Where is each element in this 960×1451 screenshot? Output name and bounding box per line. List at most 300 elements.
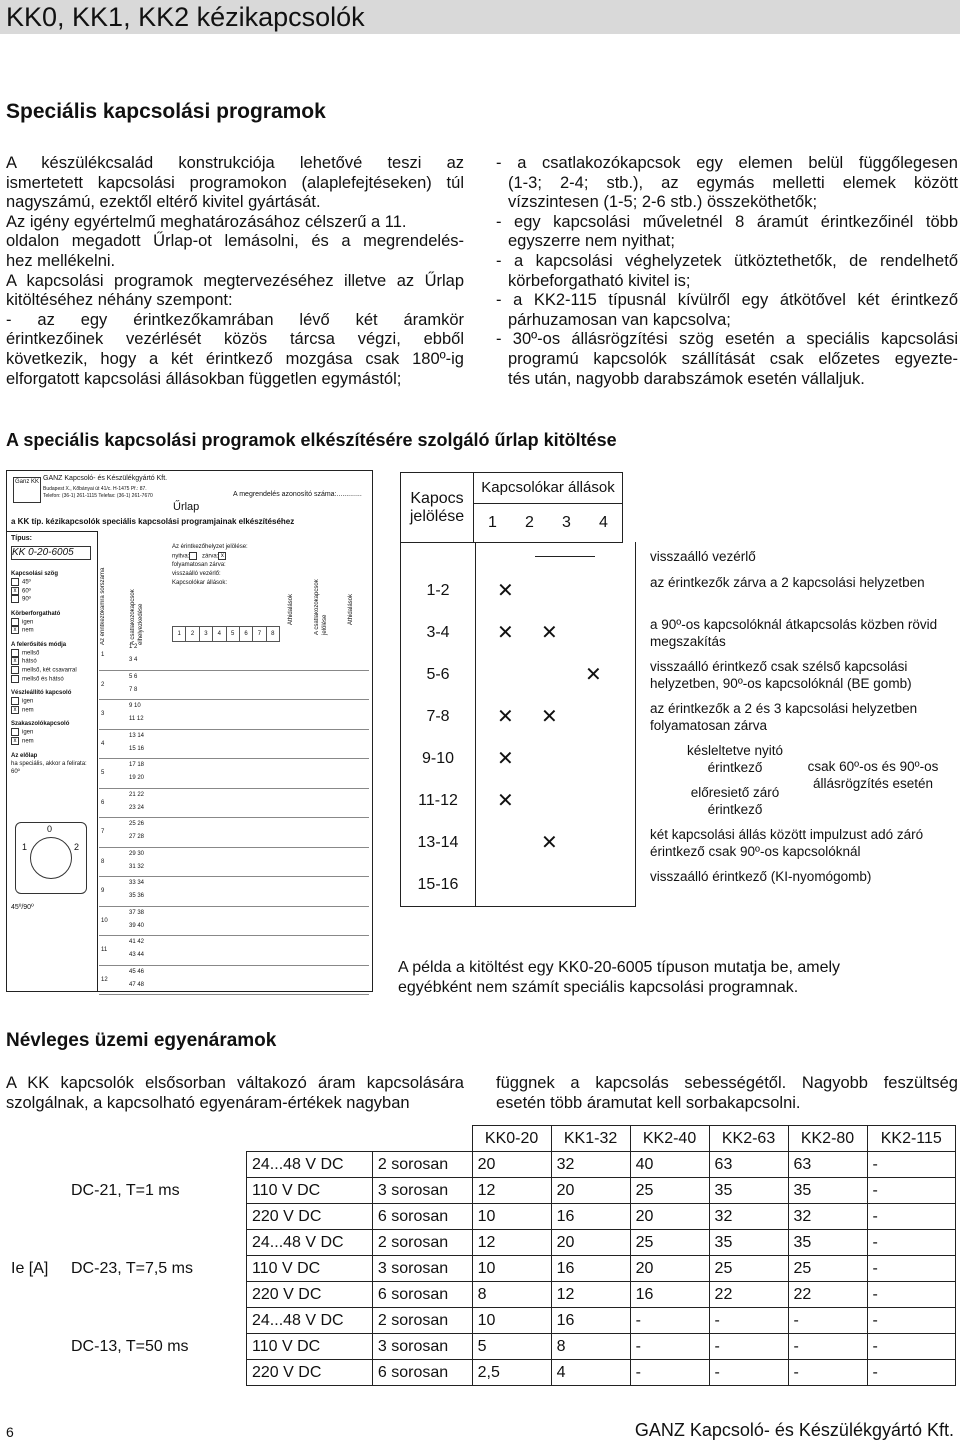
text-line: A kapcsolási programok megtervezéséhez illetve az Űrlap <box>6 271 464 290</box>
table-header: KK2-63 <box>709 1126 788 1152</box>
legend-terminal <box>400 542 476 570</box>
form-options <box>7 531 98 992</box>
chamber-row <box>99 789 369 819</box>
value-cell: 22 <box>709 1282 788 1308</box>
text-line: - a KK2-115 típusnál kívülről egy átkötővel két érintkező <box>496 291 958 310</box>
option-item[interactable] <box>11 595 93 604</box>
contact-mark: ✕ <box>541 706 558 728</box>
legend-description: visszaálló vezérlő <box>650 549 756 564</box>
contact-mark: ✕ <box>497 790 514 812</box>
option-label: hátsó <box>22 659 37 666</box>
contact-mark: ✕ <box>497 748 514 770</box>
chamber-number: 1 <box>101 652 105 658</box>
terminal-pair: 17 18 <box>129 762 145 768</box>
example-note: A példa a kitöltést egy KK0-20-6005 típuson mutatja be, amely egyébként nem számít speciális kapcsolási programnak. <box>398 959 841 996</box>
option-item[interactable] <box>11 626 93 635</box>
value-cell: 20 <box>472 1152 551 1178</box>
value-cell: - <box>709 1308 788 1334</box>
ganz-logo: Ganz KK <box>13 477 41 503</box>
text-line: érintkezőinek vezérlését közös tárcsa végzi, ebből <box>6 330 464 349</box>
checkbox[interactable]: x <box>11 706 19 714</box>
dial-knob <box>30 837 72 879</box>
text-line: programú kapcsolók szállítását csak előzetes egyezte- <box>508 349 958 368</box>
value-cell: 20 <box>551 1230 630 1256</box>
legend-positions-cell <box>475 822 636 864</box>
chamber-number: 4 <box>101 740 105 747</box>
voltage-cell: 110 V DC <box>247 1334 373 1360</box>
text-line: - a csatlakozókapcsok egy elemen belül függőlegesen <box>496 154 958 172</box>
section3-left-text: A KK kapcsolók elsősorban váltakozó áram kapcsolására szolgálnak, a kapcsolható egyenáram-értékek nagyban <box>6 1074 464 1112</box>
value-cell: 25 <box>788 1256 867 1282</box>
value-cell: 63 <box>709 1152 788 1178</box>
form-title: Űrlap <box>173 501 200 513</box>
table-row <box>6 1308 956 1334</box>
continuous-label: folyamatosan zárva: <box>172 562 226 568</box>
chamber-number: 5 <box>101 770 105 776</box>
option-label: mellső és hátsó <box>22 676 64 683</box>
col-bridges: Áthidalások <box>288 593 294 625</box>
value-cell: 10 <box>472 1256 551 1282</box>
option-group-label: Szakaszolókapcsoló <box>11 721 70 728</box>
value-cell: 63 <box>788 1152 867 1178</box>
option-item[interactable] <box>11 728 93 737</box>
contact-mark: ✕ <box>541 832 558 854</box>
voltage-cell: 110 V DC <box>247 1178 373 1204</box>
option-item[interactable] <box>11 666 93 675</box>
legend-terminal: 13-14 <box>400 822 476 864</box>
value-cell: 16 <box>551 1204 630 1230</box>
terminal-pair: 31 32 <box>129 863 145 870</box>
terminal-pair: 19 20 <box>129 775 145 781</box>
value-cell: - <box>709 1360 788 1386</box>
series-cell: 2 sorosan <box>372 1308 472 1334</box>
value-cell: - <box>867 1204 955 1230</box>
dial-label-1: 1 <box>22 842 28 852</box>
section3-right-text: függnek a kapcsolás sebességétől. Nagyobb feszültség esetén több áramutat kell sorbakapcsolni. <box>496 1074 958 1112</box>
option-item[interactable] <box>11 587 93 596</box>
legend-description: késleltetve nyitó érintkező <box>686 743 784 775</box>
text-line: - a kapcsolási véghelyzetek ütköztethetők, de rendelhető <box>496 251 958 270</box>
value-cell: 25 <box>630 1230 709 1256</box>
voltage-cell: 24...48 V DC <box>247 1152 373 1178</box>
legend-row <box>400 542 956 570</box>
checkbox[interactable] <box>11 649 19 657</box>
legend-terminal: 15-16 <box>400 864 476 907</box>
series-cell: 3 sorosan <box>372 1256 472 1282</box>
chamber-number: 8 <box>101 858 105 865</box>
text-line: vízszintesen (1-5; 2-6 stb.) összeköthetők; <box>508 193 818 212</box>
group-name: DC-23, T=7,5 ms <box>71 1259 193 1277</box>
option-label: mellső <box>22 650 40 657</box>
chamber-number: 2 <box>101 681 105 688</box>
table-header: KK2-40 <box>630 1126 709 1152</box>
text-line: hez mellékelni. <box>6 251 116 270</box>
terminal-pair: 29 30 <box>129 850 145 857</box>
value-cell: - <box>630 1308 709 1334</box>
row-label: Ie [A] <box>11 1259 49 1277</box>
legend-table <box>400 472 956 543</box>
chamber-row <box>99 641 369 671</box>
terminal-pair: 41 42 <box>129 939 145 945</box>
contact-mark: ✕ <box>497 580 514 602</box>
value-cell: 5 <box>472 1334 551 1360</box>
option-label: 90º <box>22 596 31 603</box>
dial-label-0: 0 <box>47 824 53 834</box>
value-cell: 35 <box>788 1230 867 1256</box>
form-order-id: A megrendelés azonosító száma:............. <box>233 491 362 498</box>
legend-positions-cell <box>475 864 636 907</box>
chamber-row <box>99 907 369 937</box>
legend-row <box>400 696 956 738</box>
option-label: nem <box>22 707 34 714</box>
text-line: A készülékcsalád konstrukciója lehetővé teszi az <box>6 154 464 172</box>
type-value: KK 0-20-6005 <box>11 546 91 560</box>
footer-company: GANZ Kapcsoló- és Készülékgyártó Kft. <box>634 1420 954 1440</box>
option-label: igen <box>22 729 34 736</box>
position-number: 5 <box>226 627 239 642</box>
table-header: KK2-115 <box>867 1126 955 1152</box>
chamber-number: 12 <box>101 976 108 983</box>
contact-mark: ✕ <box>497 622 514 644</box>
value-cell: 12 <box>551 1282 630 1308</box>
checkbox[interactable] <box>11 618 19 626</box>
terminal-pair: 3 4 <box>129 657 138 663</box>
legend-positions-cell <box>475 542 636 570</box>
text-line: - az egy érintkezőkamrában lévő két áramkör <box>6 310 464 329</box>
type-label: Típus: <box>11 535 32 542</box>
value-cell: 40 <box>630 1152 709 1178</box>
value-cell: - <box>867 1152 955 1178</box>
text-line: - egy kapcsolási műveletnél 8 áramút érintkezőinél több <box>496 212 958 231</box>
voltage-cell: 220 V DC <box>247 1360 373 1386</box>
option-item[interactable] <box>11 649 93 658</box>
value-cell: - <box>630 1360 709 1386</box>
value-cell: 35 <box>709 1178 788 1204</box>
value-cell: 32 <box>709 1204 788 1230</box>
chamber-row <box>99 848 369 878</box>
open-closed-row: nyitva: zárva: x <box>172 552 229 561</box>
text-line: ismertetett kapcsolási programokon (alaplefejtéseken) túl <box>6 173 464 192</box>
legend-description: két kapcsolási állás között impulzust adó záró érintkező csak 90º-os kapcsolóknál <box>650 827 924 859</box>
checkbox[interactable]: x <box>11 587 19 595</box>
value-cell: 10 <box>472 1204 551 1230</box>
contact-mark: ✕ <box>497 706 514 728</box>
series-cell: 3 sorosan <box>372 1178 472 1204</box>
section1-left-text <box>6 154 464 389</box>
chamber-number: 3 <box>101 711 105 717</box>
option-item[interactable] <box>11 675 93 684</box>
front-label: Az előlap <box>11 752 38 759</box>
value-cell: - <box>788 1308 867 1334</box>
option-label: nem <box>22 627 34 634</box>
value-cell: 22 <box>788 1282 867 1308</box>
series-cell: 3 sorosan <box>372 1334 472 1360</box>
value-cell: 2,5 <box>472 1360 551 1386</box>
legend-position: 4 <box>599 514 608 531</box>
value-cell: - <box>867 1334 955 1360</box>
legend-position: 1 <box>488 514 497 531</box>
text-line: következik, hogy a két érintkező mozgása csak 180º-ig <box>6 349 464 368</box>
checkbox[interactable] <box>11 728 19 736</box>
group-name: DC-21, T=1 ms <box>71 1181 180 1199</box>
legend-description: az érintkezők a 2 és 3 kapcsolási helyzetben folyamatosan zárva <box>650 701 918 733</box>
value-cell: - <box>867 1308 955 1334</box>
text-line: oldalon megadott Űrlap-ot lemásolni, és a megrendelés- <box>6 232 464 251</box>
checkbox[interactable] <box>11 675 19 683</box>
terminal-pair: 11 12 <box>129 716 144 722</box>
terminal-pair: 15 16 <box>129 745 145 752</box>
terminal-pair: 43 44 <box>129 952 145 958</box>
legend-description: visszaálló érintkező (KI-nyomógomb) <box>650 869 872 884</box>
voltage-cell: 24...48 V DC <box>247 1230 373 1256</box>
legend-terminal: 7-8 <box>400 696 476 738</box>
chamber-row <box>99 966 369 996</box>
table-row <box>6 1230 956 1256</box>
chamber-row <box>99 818 369 848</box>
value-cell: 20 <box>630 1204 709 1230</box>
value-cell: 16 <box>630 1282 709 1308</box>
terminal-pair: 23 24 <box>129 804 145 811</box>
checkbox[interactable]: x <box>11 737 19 745</box>
checkbox[interactable] <box>11 697 19 705</box>
value-cell: 25 <box>709 1256 788 1282</box>
position-number: 1 <box>173 627 186 642</box>
legend-header-terminal: Kapocs jelölése <box>401 473 474 543</box>
section-title-dc: Névleges üzemi egyenáramok <box>6 1030 277 1051</box>
option-item[interactable] <box>11 706 93 715</box>
terminal-pair: 45 46 <box>129 968 145 975</box>
option-group-label: Kapcsolási szög <box>11 571 59 577</box>
chamber-row <box>99 759 369 789</box>
series-cell: 2 sorosan <box>372 1230 472 1256</box>
legend-description: az érintkezők zárva a 2 kapcsolási helyzetben <box>650 575 925 590</box>
value-cell: 12 <box>472 1230 551 1256</box>
position-number: 8 <box>266 627 279 642</box>
section1-right-text <box>496 154 958 389</box>
value-cell: 8 <box>472 1282 551 1308</box>
legend-header-positions: Kapcsolókar állások 1 2 3 4 <box>474 473 623 543</box>
value-cell: - <box>867 1360 955 1386</box>
text-line: tés után, nagyobb darabszámok esetén vállaljuk. <box>508 369 865 388</box>
form-company: GANZ Kapcsoló- és Készülékgyártó Kft. <box>43 475 168 482</box>
series-cell: 6 sorosan <box>372 1204 472 1230</box>
legend-row <box>400 612 956 654</box>
series-cell: 6 sorosan <box>372 1282 472 1308</box>
option-item[interactable] <box>11 578 93 587</box>
contact-mark: ✕ <box>541 622 558 644</box>
option-group-label: A felerősítés módja <box>11 641 67 648</box>
chamber-row <box>99 936 369 966</box>
section-title-special-programs: Speciális kapcsolási programok <box>6 100 326 123</box>
group-name: DC-13, T=50 ms <box>71 1337 189 1355</box>
col-chamber: Az érintkezőkamra sorszáma <box>100 567 106 645</box>
value-cell: - <box>867 1282 955 1308</box>
legend-description: a 90º-os kapcsolóknál átkapcsolás közben rövid megszakítás <box>650 617 938 649</box>
return-label: visszaálló vezérlő: <box>172 571 221 577</box>
dial-angle: 45º/90º <box>11 904 34 911</box>
value-cell: 35 <box>788 1178 867 1204</box>
terminal-pair: 47 48 <box>129 981 145 988</box>
checkbox[interactable] <box>11 666 19 674</box>
checkbox[interactable]: x <box>11 626 19 634</box>
terminal-pair: 13 14 <box>129 732 145 739</box>
option-label: 45º <box>22 579 31 586</box>
terminal-pair: 25 26 <box>129 821 145 827</box>
value-cell: 8 <box>551 1334 630 1360</box>
legend-row <box>400 654 956 696</box>
text-line: (1-3; 2-4; stb.), az egymás melletti elemek között <box>508 173 958 192</box>
legend-description: előresiető záró érintkező <box>690 785 780 817</box>
front-angle: 60º <box>11 768 20 775</box>
terminal-pair: 35 36 <box>129 893 145 899</box>
position-number: 7 <box>253 627 266 642</box>
value-cell: 10 <box>472 1308 551 1334</box>
legend-terminal: 1-2 <box>400 570 476 612</box>
table-header: KK2-80 <box>788 1126 867 1152</box>
text-line: elforgatott kapcsolási állásokban független egymástól; <box>6 369 402 388</box>
legend-position: 3 <box>562 514 571 531</box>
legend-terminal: 3-4 <box>400 612 476 654</box>
legend-position: 2 <box>525 514 534 531</box>
chamber-number: 9 <box>101 888 105 894</box>
table-header: KK0-20 <box>472 1126 551 1152</box>
chamber-row <box>99 730 369 760</box>
legend-row <box>400 822 956 864</box>
terminal-pair: 37 38 <box>129 909 145 916</box>
position-number: 3 <box>199 627 212 642</box>
contact-header: Az érintkezőhelyzet jelölése: <box>172 544 248 550</box>
legend-positions-cell <box>475 696 636 738</box>
dc-current-table <box>6 1125 956 1386</box>
positions-label: Kapcsolókar állások: <box>172 580 228 586</box>
legend-terminal: 11-12 <box>400 780 476 822</box>
text-line: - 30º-os állásrögzítési szög esetén a speciális kapcsolási <box>496 330 958 349</box>
voltage-cell: 110 V DC <box>247 1256 373 1282</box>
table-row <box>6 1152 956 1178</box>
terminal-pair: 33 34 <box>129 880 145 886</box>
legend-positions-cell <box>475 654 636 696</box>
legend-description: visszaálló érintkező csak szélső kapcsolási helyzetben, 90º-os kapcsolóknál (BE gomb) <box>650 659 912 691</box>
chamber-number: 11 <box>101 947 108 953</box>
chamber-row <box>99 877 369 907</box>
option-label: igen <box>22 619 34 626</box>
position-number: 6 <box>239 627 252 642</box>
order-form <box>6 470 373 992</box>
value-cell: - <box>630 1334 709 1360</box>
option-label: igen <box>22 698 34 705</box>
chamber-number: 6 <box>101 799 105 806</box>
option-groups <box>7 560 97 780</box>
value-cell: - <box>867 1256 955 1282</box>
text-line: egyszerre nem nyithat; <box>508 232 675 251</box>
value-cell: - <box>788 1334 867 1360</box>
page-title: KK0, KK1, KK2 kézikapcsolók <box>6 2 365 32</box>
text-line: Az igény egyértelmű meghatározásához célszerű a 11. <box>6 212 407 231</box>
value-cell: 20 <box>630 1256 709 1282</box>
position-number: 2 <box>186 627 199 642</box>
legend-merged-note: csak 60º-os és 90º-os állásrögzítés esetén <box>807 759 939 791</box>
value-cell: 16 <box>551 1308 630 1334</box>
text-line: kitöltéséhez néhány szempont: <box>6 291 233 310</box>
contact-mark: ✕ <box>585 664 602 686</box>
value-cell: 12 <box>472 1178 551 1204</box>
terminal-pair: 27 28 <box>129 834 145 840</box>
option-item[interactable] <box>11 618 93 627</box>
form-phone: Telefon: (36-1) 261-1115 Telefax: (36-1) 261-7670 <box>43 493 153 499</box>
form-subtitle: a KK típ. kézikapcsolók speciális kapcsolási programjainak elkészítéséhez <box>11 517 295 526</box>
chamber-row <box>99 671 369 701</box>
legend-positions-cell <box>475 738 636 780</box>
legend-positions-cell <box>475 612 636 654</box>
option-item[interactable] <box>11 737 93 746</box>
value-cell: 35 <box>709 1230 788 1256</box>
voltage-cell: 220 V DC <box>247 1204 373 1230</box>
option-label: 60º <box>22 588 31 595</box>
text-line: nagyszámú, ezektől eltérő kivitel gyártását. <box>6 193 321 212</box>
option-group-label: Vészleállító kapcsoló <box>11 690 72 697</box>
text-line: párhuzamosan van kapcsolva; <box>508 310 731 329</box>
section-title-form: A speciális kapcsolási programok elkészítésére szolgáló űrlap kitöltése <box>6 430 617 450</box>
value-cell: 32 <box>788 1204 867 1230</box>
series-cell: 2 sorosan <box>372 1152 472 1178</box>
value-cell: 20 <box>551 1178 630 1204</box>
front-note: ha speciális, akkor a felirata: <box>11 760 87 767</box>
value-cell: 32 <box>551 1152 630 1178</box>
checkbox[interactable] <box>11 595 19 603</box>
terminal-pair: 5 6 <box>129 673 138 680</box>
legend-terminal: 5-6 <box>400 654 476 696</box>
col-terminals2: A csatlakozókapcsok jelölése <box>314 579 328 635</box>
option-label: mellső, két csavarral <box>22 667 77 674</box>
position-number: 4 <box>213 627 226 642</box>
voltage-cell: 220 V DC <box>247 1282 373 1308</box>
front-dial <box>15 822 87 894</box>
position-number-row <box>172 626 280 642</box>
chamber-number: 10 <box>101 917 108 924</box>
legend-positions-cell <box>475 780 636 822</box>
value-cell: - <box>709 1334 788 1360</box>
value-cell: - <box>788 1360 867 1386</box>
terminal-pair: 21 22 <box>129 791 145 798</box>
series-cell: 6 sorosan <box>372 1360 472 1386</box>
value-cell: - <box>867 1230 955 1256</box>
terminal-pair: 9 10 <box>129 703 141 709</box>
text-line: körbeforgatható kivitel is; <box>508 271 691 290</box>
col-bridges2: Áthidalások <box>348 593 354 625</box>
form-address: Budapest X., Kőbányai út 41/c. H-1475 Pf.: 87. <box>43 486 147 492</box>
terminal-pair: 39 40 <box>129 922 145 929</box>
chamber-row <box>99 700 369 730</box>
option-item[interactable] <box>11 697 93 706</box>
chamber-rows <box>99 641 369 995</box>
option-label: nem <box>22 738 34 745</box>
dial-label-2: 2 <box>74 842 80 852</box>
legend-terminal: 9-10 <box>400 738 476 780</box>
legend-row <box>400 864 956 906</box>
legend-positions-cell <box>475 570 636 612</box>
value-cell: 16 <box>551 1256 630 1282</box>
page-number: 6 <box>6 1424 14 1440</box>
checkbox[interactable]: x <box>11 657 19 665</box>
checkbox[interactable] <box>11 578 19 586</box>
table-header: KK1-32 <box>551 1126 630 1152</box>
value-cell: - <box>867 1178 955 1204</box>
option-item[interactable] <box>11 657 93 666</box>
legend-row <box>400 570 956 612</box>
terminal-pair: 7 8 <box>129 686 138 693</box>
col-terminals: A csatlakozókapcsok elhelyezkedése <box>130 589 144 645</box>
page-header <box>0 0 960 34</box>
